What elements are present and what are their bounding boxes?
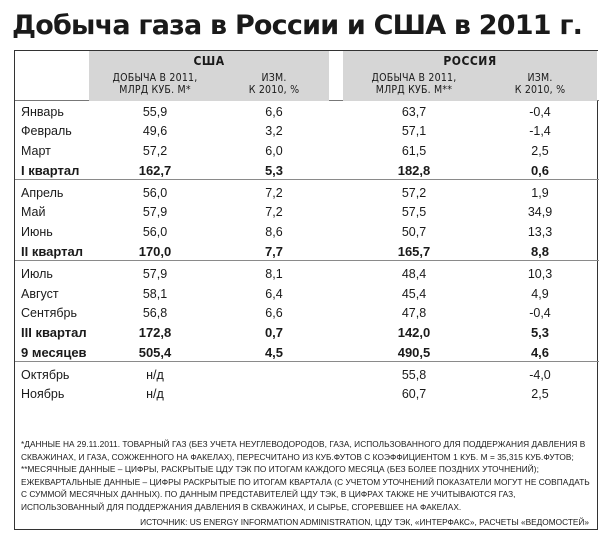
table-row — [15, 142, 599, 161]
russia-production-cell: 45,4 — [401, 286, 427, 301]
usa-change-cell: 7,2 — [265, 205, 283, 220]
russia-change-cell: 2,5 — [531, 143, 549, 158]
table-row-quarter-total — [15, 242, 599, 261]
russia-change-cell: -1,4 — [529, 124, 551, 139]
usa-change-cell: 0,7 — [264, 325, 284, 341]
usa-change-cell: 6,6 — [265, 305, 283, 320]
table-body — [15, 103, 599, 404]
usa-production-cell: 505,4 — [138, 344, 172, 360]
row-label: Ноябрь — [21, 387, 65, 402]
russia-production-cell: 55,8 — [401, 367, 427, 382]
row-label: Февраль — [21, 124, 72, 139]
usa-change-header-line1: ИЗМ. — [261, 72, 287, 84]
usa-production-cell: н/д — [146, 387, 164, 402]
russia-change-cell: 0,6 — [530, 162, 550, 178]
usa-production-cell: 56,0 — [142, 224, 168, 239]
usa-change-cell: 5,3 — [264, 162, 284, 178]
russia-change-cell: -0,4 — [529, 105, 551, 119]
table-row — [15, 223, 599, 242]
usa-production-cell: 58,1 — [142, 286, 168, 301]
usa-production-cell: 170,0 — [138, 244, 172, 260]
usa-change-cell: 7,2 — [265, 186, 283, 201]
table-row — [15, 203, 599, 222]
usa-production-cell: н/д — [146, 367, 164, 382]
russia-production-cell: 63,7 — [401, 105, 427, 119]
table-row — [15, 103, 599, 122]
source-note: ИСТОЧНИК: US ENERGY INFORMATION ADMINISTRATION, ЦДУ ТЭК, «ИНТЕРФАКС», РАСЧЕТЫ «ВЕДОМОСТЕЙ» — [140, 517, 589, 527]
russia-production-cell: 48,4 — [401, 267, 427, 282]
russia-change-header — [485, 72, 595, 96]
table-row — [15, 304, 599, 323]
usa-change-cell: 8,1 — [265, 267, 283, 282]
usa-production-cell: 55,9 — [142, 105, 168, 119]
table-row — [15, 184, 599, 203]
usa-change-header-line2: К 2010, % — [248, 84, 300, 96]
russia-production-cell: 61,5 — [401, 143, 427, 158]
gas-production-table — [14, 50, 598, 530]
row-label: Сентябрь — [21, 305, 77, 320]
usa-production-header-line1: ДОБЫЧА В 2011, — [112, 72, 198, 84]
russia-change-cell: 8,8 — [530, 244, 550, 260]
russia-change-cell: -4,0 — [529, 367, 551, 382]
usa-production-cell: 56,8 — [142, 305, 168, 320]
russia-change-cell: 4,9 — [531, 286, 549, 301]
table-row — [15, 265, 599, 284]
russia-change-header-line1: ИЗМ. — [527, 72, 553, 84]
usa-production-header-line2: МЛРД КУБ. М* — [119, 84, 191, 96]
russia-change-cell: 13,3 — [527, 224, 553, 239]
row-label: Январь — [21, 105, 64, 119]
russia-change-cell: 34,9 — [527, 205, 553, 220]
usa-production-cell: 57,2 — [142, 143, 168, 158]
row-label: Апрель — [21, 186, 64, 201]
russia-change-cell: 2,5 — [531, 387, 549, 402]
russia-production-cell: 57,1 — [401, 124, 427, 139]
usa-change-cell: 4,5 — [264, 344, 284, 360]
russia-change-header-line2: К 2010, % — [514, 84, 566, 96]
russia-production-cell: 182,8 — [397, 162, 431, 178]
row-label: Август — [21, 286, 59, 301]
usa-change-cell: 7,7 — [264, 244, 284, 260]
russia-change-cell: -0,4 — [529, 305, 551, 320]
table-row-nine-month-total — [15, 343, 599, 362]
russia-production-cell: 57,5 — [401, 205, 427, 220]
table-row-quarter-total — [15, 323, 599, 342]
usa-change-cell — [221, 385, 327, 404]
usa-change-cell: 6,4 — [265, 286, 283, 301]
russia-production-header-line1: ДОБЫЧА В 2011, — [371, 72, 457, 84]
russia-production-cell: 60,7 — [401, 387, 427, 402]
usa-change-cell: 6,6 — [265, 105, 283, 119]
russia-change-cell: 5,3 — [530, 325, 550, 341]
russia-column-group: РОССИЯ — [443, 54, 497, 68]
usa-change-header — [221, 72, 327, 96]
usa-change-cell: 8,6 — [265, 224, 283, 239]
russia-production-cell: 165,7 — [397, 244, 431, 260]
table-row — [15, 285, 599, 304]
russia-change-cell: 4,6 — [530, 344, 550, 360]
usa-production-header — [91, 72, 219, 96]
usa-production-cell: 57,9 — [142, 205, 168, 220]
russia-production-cell: 142,0 — [397, 325, 431, 341]
russia-production-header — [347, 72, 481, 96]
usa-production-cell: 57,9 — [142, 267, 168, 282]
row-label: Июнь — [21, 224, 53, 239]
row-label: Май — [21, 205, 46, 220]
row-label: II квартал — [21, 244, 84, 260]
row-label: 9 месяцев — [21, 344, 87, 360]
row-label: I квартал — [21, 162, 80, 178]
usa-change-cell: 3,2 — [265, 124, 283, 139]
russia-production-cell: 490,5 — [397, 344, 431, 360]
usa-production-cell: 49,6 — [142, 124, 168, 139]
table-row — [15, 385, 599, 404]
row-label: Март — [21, 143, 51, 158]
russia-production-cell: 50,7 — [401, 224, 427, 239]
row-label: III квартал — [21, 325, 87, 341]
russia-change-cell: 10,3 — [527, 267, 553, 282]
usa-production-cell: 162,7 — [138, 162, 172, 178]
table-row — [15, 122, 599, 141]
russia-production-cell: 47,8 — [401, 305, 427, 320]
footnote: *ДАННЫЕ НА 29.11.2011. ТОВАРНЫЙ ГАЗ (БЕЗ УЧЕТА НЕУГЛЕВОДОРОДОВ, ГАЗА, ИСПОЛЬЗОВАННОГО ДЛЯ ПОДДЕРЖАНИЯ ДАВЛЕНИЯ В СКВАЖИНАХ, И ГАЗА, СОЖЖЕННОГО НА ФАКЕЛАХ), ПЕРЕСЧИТАНО ИЗ КУБ.ФУТОВ С КОЭФФИЦИЕНТОМ 1 КУБ. М = 35,315 КУБ.ФУТОВ; **МЕСЯЧНЫЕ ДАННЫЕ – ЦИФРЫ, РАСКРЫТЫЕ ЦДУ ТЭК ПО ИТОГАМ КАЖДОГО МЕСЯЦА (БЕЗ БОЛЕЕ ПОЗДНИХ УТОЧНЕНИЙ); ЕЖЕКВАРТАЛЬНЫЕ ДАННЫЕ – ЦИФРЫ РАСКРЫТЫЕ ПО ИТОГАМ КВАРТАЛА (С УЧЕТОМ УТОЧНЕНИЙ ПОКАЗАТЕЛИ МОГУТ НЕ СОВПАДАТЬ С СУММОЙ МЕСЯЧНЫХ ДАННЫХ). ПО ДАННЫМ ПРЕДСТАВИТЕЛЕЙ ЦДУ ТЭК, В ЦИФРАХ ТАКЖЕ НЕ УЧИТЫВАЮТСЯ ГАЗ, ИСПОЛЬЗОВАННЫЙ ДЛЯ ПОДДЕРЖАНИЯ ДАВЛЕНИЯ В СКВАЖИНАХ, И СЫРЬЕ, СГОРЕВШЕЕ НА ФАКЕЛАХ. — [21, 439, 590, 512]
row-label: Июль — [21, 267, 53, 282]
page-title: Добыча газа в России и США в 2011 г. — [12, 10, 583, 41]
row-label: Октябрь — [21, 367, 70, 382]
russia-production-cell: 57,2 — [401, 186, 427, 201]
usa-column-group: США — [193, 54, 225, 68]
usa-production-cell: 56,0 — [142, 186, 168, 201]
table-row — [15, 366, 599, 385]
usa-change-cell — [221, 366, 327, 385]
table-header — [15, 51, 599, 101]
russia-change-cell: 1,9 — [531, 186, 549, 201]
table-row-quarter-total — [15, 161, 599, 180]
usa-production-cell: 172,8 — [138, 325, 172, 341]
russia-production-header-line2: МЛРД КУБ. М** — [375, 84, 453, 96]
usa-change-cell: 6,0 — [265, 143, 283, 158]
